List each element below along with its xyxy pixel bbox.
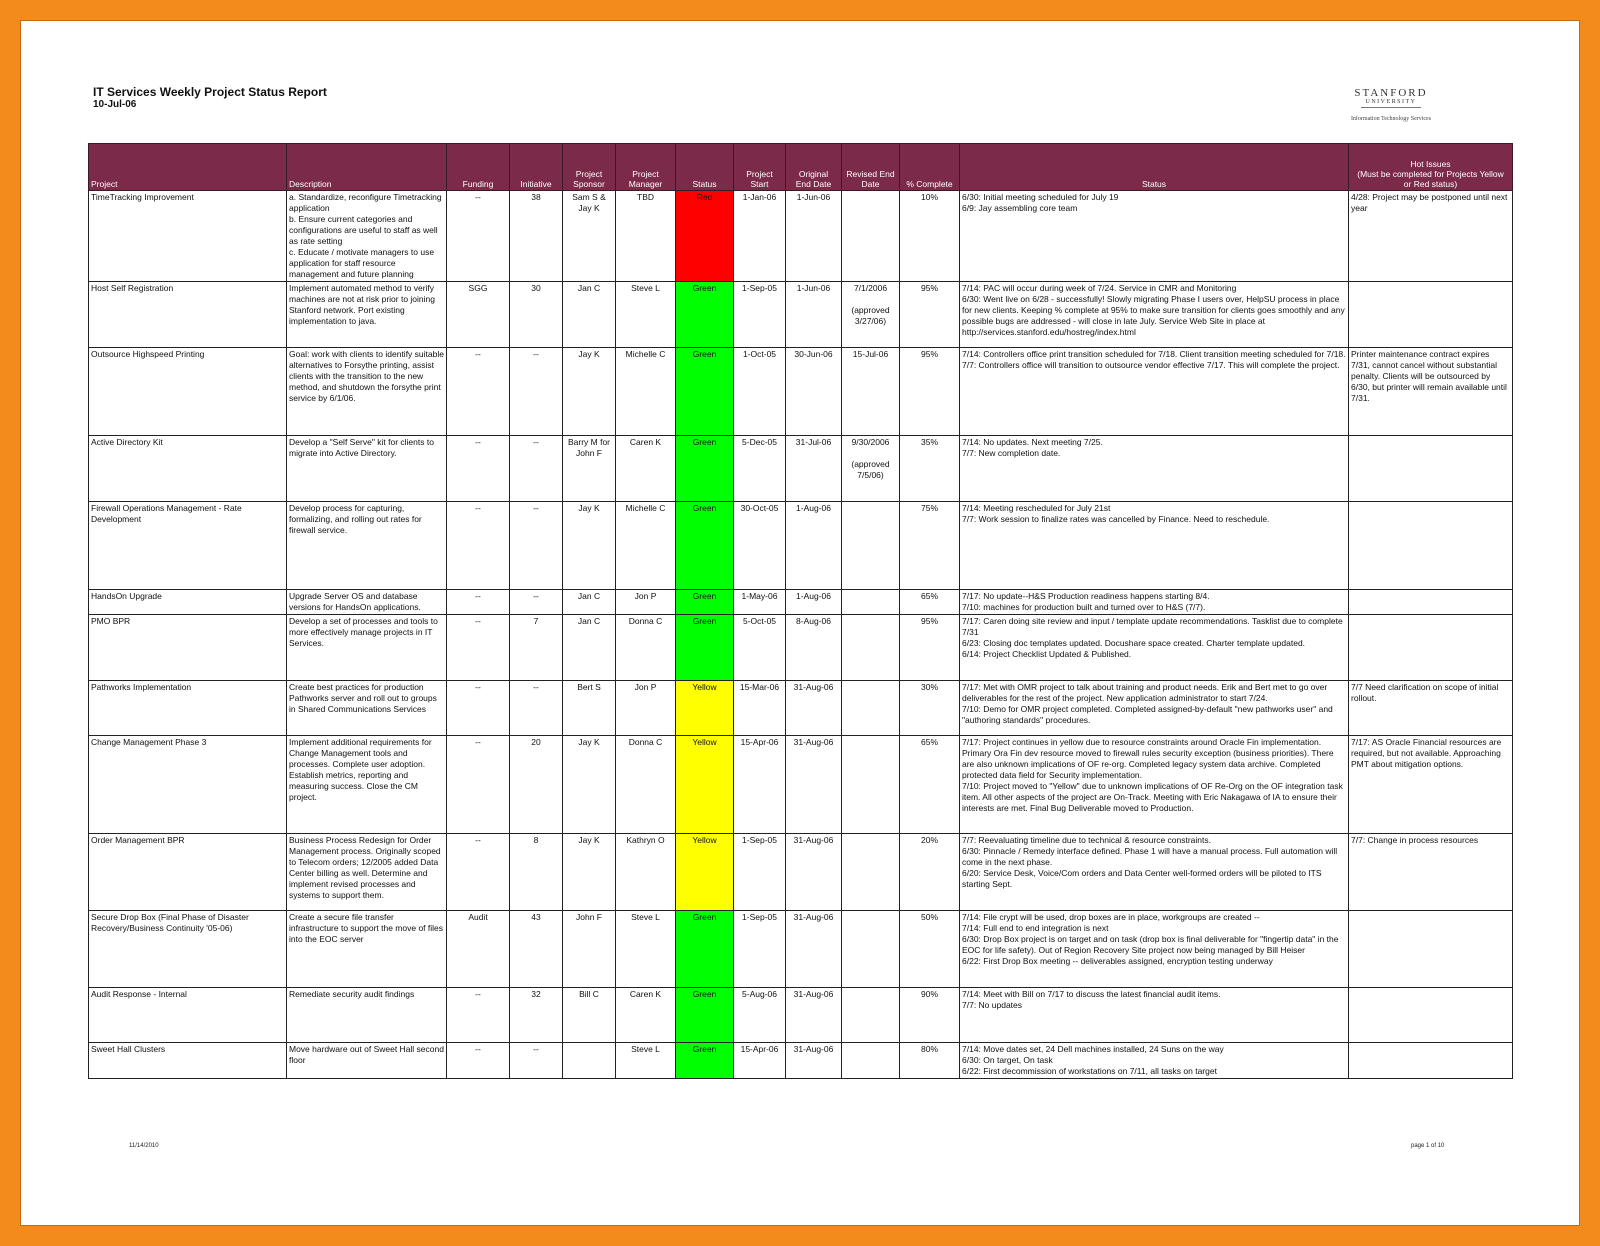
row-hot-issues: Printer maintenance contract expires 7/31, cannot cancel without substantial penalty. Clients will be outsourced by 6/30, but printer will remain available until 7/31. xyxy=(1349,348,1513,436)
row-project: Outsource Highspeed Printing xyxy=(89,348,287,436)
row-project: Sweet Hall Clusters xyxy=(89,1043,287,1079)
col-orig-end: Original End Date xyxy=(786,144,842,191)
row-project: Firewall Operations Management - Rate Development xyxy=(89,502,287,590)
row-start: 1-Jan-06 xyxy=(734,191,786,282)
table-row xyxy=(89,988,1513,1043)
row-orig-end: 31-Aug-06 xyxy=(786,834,842,911)
status-table xyxy=(88,143,1513,1079)
col-funding: Funding xyxy=(447,144,510,191)
row-rev-end: 7/1/2006 (approved 3/27/06) xyxy=(842,282,900,348)
table-row xyxy=(89,736,1513,834)
row-hot-issues xyxy=(1349,590,1513,615)
row-pct-complete: 95% xyxy=(900,348,960,436)
row-orig-end: 30-Jun-06 xyxy=(786,348,842,436)
row-funding: -- xyxy=(447,348,510,436)
row-orig-end: 31-Aug-06 xyxy=(786,1043,842,1079)
row-description: Develop process for capturing, formalizing, and rolling out rates for firewall service. xyxy=(287,502,447,590)
row-funding: -- xyxy=(447,834,510,911)
row-status-indicator: Red xyxy=(676,191,734,282)
row-hot-issues xyxy=(1349,282,1513,348)
row-sponsor: Sam S & Jay K xyxy=(563,191,616,282)
row-hot-issues: 4/28: Project may be postponed until next year xyxy=(1349,191,1513,282)
row-funding: -- xyxy=(447,736,510,834)
row-orig-end: 31-Jul-06 xyxy=(786,436,842,502)
row-start: 15-Mar-06 xyxy=(734,681,786,736)
row-project: Active Directory Kit xyxy=(89,436,287,502)
row-hot-issues xyxy=(1349,502,1513,590)
row-orig-end: 31-Aug-06 xyxy=(786,681,842,736)
row-start: 1-Sep-05 xyxy=(734,282,786,348)
footer-page-number: page 1 of 10 xyxy=(1411,1143,1445,1149)
row-project: TimeTracking Improvement xyxy=(89,191,287,282)
row-pct-complete: 80% xyxy=(900,1043,960,1079)
row-project: PMO BPR xyxy=(89,615,287,681)
row-initiative: 32 xyxy=(510,988,563,1043)
row-manager: Caren K xyxy=(616,988,676,1043)
table-row xyxy=(89,348,1513,436)
table-row xyxy=(89,681,1513,736)
row-status-indicator: Yellow xyxy=(676,834,734,911)
row-description: Implement additional requirements for Change Management tools and processes. Complete user adoption. Establish metrics, reporting and measuring success. Close the CM project. xyxy=(287,736,447,834)
col-initiative: Initiative xyxy=(510,144,563,191)
table-row xyxy=(89,436,1513,502)
row-description: Remediate security audit findings xyxy=(287,988,447,1043)
row-status-notes: 7/17: Project continues in yellow due to resource constraints around Oracle Fin implementation. Primary Ora Fin dev resource moved to firewall rules security exception (business priorities). There are also unknown implications of OF re-org. Completed legacy system data archive. Completed protected data field for Security implementation. 7/10: Project moved to "Yellow" due to unknown implications of OF Re-Org on the OF integration task item. All other aspects of the project are On-Track. Meeting with Eric Nakagawa of IA to ensure their interests are met. Final Bug Deliverable moved to Production. xyxy=(960,736,1349,834)
row-status-indicator: Green xyxy=(676,1043,734,1079)
row-rev-end xyxy=(842,615,900,681)
row-description: Develop a set of processes and tools to more effectively manage projects in IT Services. xyxy=(287,615,447,681)
row-rev-end xyxy=(842,590,900,615)
row-status-indicator: Green xyxy=(676,502,734,590)
row-rev-end xyxy=(842,191,900,282)
row-description: Upgrade Server OS and database versions for HandsOn applications. xyxy=(287,590,447,615)
row-status-notes: 7/14: Move dates set, 24 Dell machines installed, 24 Suns on the way 6/30: On target, On task 6/22: First decommission of workstations on 7/11, all tasks on target xyxy=(960,1043,1349,1079)
logo-line2: UNIVERSITY xyxy=(1361,99,1421,108)
row-status-indicator: Green xyxy=(676,590,734,615)
row-hot-issues xyxy=(1349,911,1513,988)
row-orig-end: 31-Aug-06 xyxy=(786,988,842,1043)
row-project: HandsOn Upgrade xyxy=(89,590,287,615)
report-title: IT Services Weekly Project Status Report xyxy=(93,85,327,99)
col-sponsor: Project Sponsor xyxy=(563,144,616,191)
row-status-indicator: Yellow xyxy=(676,736,734,834)
row-initiative: 7 xyxy=(510,615,563,681)
row-initiative: 38 xyxy=(510,191,563,282)
row-initiative: 8 xyxy=(510,834,563,911)
col-status: Status xyxy=(676,144,734,191)
row-sponsor: Bill C xyxy=(563,988,616,1043)
row-status-notes: 7/14: No updates. Next meeting 7/25. 7/7: New completion date. xyxy=(960,436,1349,502)
row-funding: SGG xyxy=(447,282,510,348)
row-hot-issues xyxy=(1349,436,1513,502)
row-status-notes: 7/14: File crypt will be used, drop boxes are in place, workgroups are created -- 7/14: Full end to end integration is next 6/30: Drop Box project is on target and on task (drop box is final deliverable for "fingertip data" in the EOC for life safety). Out of Region Recovery Site project now being managed by Bill Heiser 6/22: First Drop Box meeting -- deliverables assigned, encryption testing underway xyxy=(960,911,1349,988)
table-row xyxy=(89,615,1513,681)
row-orig-end: 1-Jun-06 xyxy=(786,282,842,348)
row-initiative: -- xyxy=(510,436,563,502)
row-hot-issues: 7/7: Change in process resources xyxy=(1349,834,1513,911)
row-status-notes: 7/14: Meeting rescheduled for July 21st 7/7: Work session to finalize rates was cancelled by Finance. Need to reschedule. xyxy=(960,502,1349,590)
row-description: Create a secure file transfer infrastructure to support the move of files into the EOC server xyxy=(287,911,447,988)
row-initiative: -- xyxy=(510,681,563,736)
row-start: 1-May-06 xyxy=(734,590,786,615)
row-start: 1-Oct-05 xyxy=(734,348,786,436)
row-sponsor: Jay K xyxy=(563,348,616,436)
row-funding: -- xyxy=(447,436,510,502)
row-start: 30-Oct-05 xyxy=(734,502,786,590)
row-project: Change Management Phase 3 xyxy=(89,736,287,834)
row-rev-end xyxy=(842,1043,900,1079)
row-manager: Donna C xyxy=(616,615,676,681)
row-sponsor: Jay K xyxy=(563,834,616,911)
row-sponsor: Barry M for John F xyxy=(563,436,616,502)
table-row xyxy=(89,911,1513,988)
row-funding: -- xyxy=(447,615,510,681)
row-status-indicator: Green xyxy=(676,615,734,681)
row-status-indicator: Green xyxy=(676,282,734,348)
row-project: Order Management BPR xyxy=(89,834,287,911)
row-manager: Steve L xyxy=(616,1043,676,1079)
row-sponsor: Jan C xyxy=(563,590,616,615)
table-row xyxy=(89,191,1513,282)
table-row xyxy=(89,502,1513,590)
row-status-indicator: Green xyxy=(676,911,734,988)
row-project: Secure Drop Box (Final Phase of Disaster Recovery/Business Continuity '05-06) xyxy=(89,911,287,988)
row-orig-end: 8-Aug-06 xyxy=(786,615,842,681)
row-sponsor: Jay K xyxy=(563,736,616,834)
row-orig-end: 1-Jun-06 xyxy=(786,191,842,282)
table-row xyxy=(89,834,1513,911)
row-orig-end: 31-Aug-06 xyxy=(786,911,842,988)
table-row xyxy=(89,590,1513,615)
row-hot-issues: 7/17: AS Oracle Financial resources are required, but not available. Approaching PMT about mitigation options. xyxy=(1349,736,1513,834)
row-sponsor: John F xyxy=(563,911,616,988)
row-pct-complete: 20% xyxy=(900,834,960,911)
row-manager: Jon P xyxy=(616,681,676,736)
row-initiative: 20 xyxy=(510,736,563,834)
row-status-indicator: Yellow xyxy=(676,681,734,736)
row-status-notes: 7/14: Meet with Bill on 7/17 to discuss the latest financial audit items. 7/7: No updates xyxy=(960,988,1349,1043)
row-sponsor xyxy=(563,1043,616,1079)
row-rev-end xyxy=(842,736,900,834)
col-hot-issues: Hot Issues (Must be completed for Projects Yellow or Red status) xyxy=(1349,144,1513,191)
row-funding: -- xyxy=(447,988,510,1043)
table-row xyxy=(89,282,1513,348)
footer-print-date: 11/14/2010 xyxy=(129,1143,159,1149)
row-orig-end: 1-Aug-06 xyxy=(786,590,842,615)
row-sponsor: Jay K xyxy=(563,502,616,590)
row-pct-complete: 95% xyxy=(900,615,960,681)
row-status-indicator: Green xyxy=(676,988,734,1043)
col-description: Description xyxy=(287,144,447,191)
row-description: Implement automated method to verify machines are not at risk prior to joining Stanford network. Port existing implementation to java. xyxy=(287,282,447,348)
row-hot-issues xyxy=(1349,1043,1513,1079)
row-start: 1-Sep-05 xyxy=(734,911,786,988)
table-row xyxy=(89,1043,1513,1079)
row-initiative: 30 xyxy=(510,282,563,348)
row-rev-end xyxy=(842,834,900,911)
row-initiative: -- xyxy=(510,1043,563,1079)
row-start: 5-Oct-05 xyxy=(734,615,786,681)
row-sponsor: Bert S xyxy=(563,681,616,736)
row-start: 5-Aug-06 xyxy=(734,988,786,1043)
logo-line1: STANFORD xyxy=(1354,87,1428,99)
row-funding: -- xyxy=(447,1043,510,1079)
row-status-notes: 7/7: Reevaluating timeline due to technical & resource constraints. 6/30: Pinnacle / Remedy interface defined. Phase 1 will have a manual process. Full automation will come in the next phase. 6/20: Service Desk, Voice/Com orders and Data Center well-formed orders will be piloted to ITS starting Sept. xyxy=(960,834,1349,911)
row-pct-complete: 30% xyxy=(900,681,960,736)
row-initiative: -- xyxy=(510,348,563,436)
row-status-notes: 7/14: Controllers office print transition scheduled for 7/18. Client transition meeting scheduled for 7/18. 7/7: Controllers office will transition to outsource vendor effective 7/17. This will complete the project. xyxy=(960,348,1349,436)
row-manager: TBD xyxy=(616,191,676,282)
row-hot-issues: 7/7 Need clarification on scope of initial rollout. xyxy=(1349,681,1513,736)
row-manager: Kathryn O xyxy=(616,834,676,911)
row-hot-issues xyxy=(1349,988,1513,1043)
table-header-row xyxy=(89,144,1513,191)
row-rev-end: 9/30/2006 (approved 7/5/06) xyxy=(842,436,900,502)
row-status-notes: 7/17: Caren doing site review and input / template update recommendations. Tasklist due to complete 7/31 6/23: Closing doc templates updated. Docushare space created. Charter template updated. 6/14: Project Checklist Updated & Published. xyxy=(960,615,1349,681)
report-page xyxy=(20,20,1580,1226)
row-start: 15-Apr-06 xyxy=(734,1043,786,1079)
row-rev-end xyxy=(842,502,900,590)
row-manager: Michelle C xyxy=(616,502,676,590)
row-project: Audit Response - Internal xyxy=(89,988,287,1043)
row-description: Business Process Redesign for Order Management process. Originally scoped to Telecom orders; 12/2005 added Data Center billing as well. Determine and implement revised processes and systems to support them. xyxy=(287,834,447,911)
row-description: Create best practices for production Pathworks server and roll out to groups in Shared Communications Services xyxy=(287,681,447,736)
row-start: 1-Sep-05 xyxy=(734,834,786,911)
row-sponsor: Jan C xyxy=(563,282,616,348)
stanford-logo xyxy=(1331,87,1451,122)
row-project: Host Self Registration xyxy=(89,282,287,348)
row-status-notes: 6/30: Initial meeting scheduled for July 19 6/9: Jay assembling core team xyxy=(960,191,1349,282)
row-manager: Donna C xyxy=(616,736,676,834)
row-initiative: 43 xyxy=(510,911,563,988)
row-initiative: -- xyxy=(510,502,563,590)
col-rev-end: Revised End Date xyxy=(842,144,900,191)
row-rev-end: 15-Jul-06 xyxy=(842,348,900,436)
col-status-notes: Status xyxy=(960,144,1349,191)
col-manager: Project Manager xyxy=(616,144,676,191)
col-start: Project Start xyxy=(734,144,786,191)
row-rev-end xyxy=(842,911,900,988)
row-start: 15-Apr-06 xyxy=(734,736,786,834)
row-status-indicator: Green xyxy=(676,436,734,502)
row-description: a. Standardize, reconfigure Timetracking application b. Ensure current categories and configurations are useful to staff as well as rate setting c. Educate / motivate managers to use application for staff resource management and future planning xyxy=(287,191,447,282)
logo-line3: Information Technology Services xyxy=(1350,116,1432,122)
row-description: Develop a "Self Serve" kit for clients to migrate into Active Directory. xyxy=(287,436,447,502)
row-manager: Jon P xyxy=(616,590,676,615)
col-project: Project xyxy=(89,144,287,191)
table-body xyxy=(89,191,1513,1079)
row-pct-complete: 35% xyxy=(900,436,960,502)
row-funding: -- xyxy=(447,191,510,282)
row-project: Pathworks Implementation xyxy=(89,681,287,736)
row-pct-complete: 90% xyxy=(900,988,960,1043)
row-manager: Caren K xyxy=(616,436,676,502)
row-pct-complete: 95% xyxy=(900,282,960,348)
row-funding: -- xyxy=(447,681,510,736)
col-pct: % Complete xyxy=(900,144,960,191)
row-initiative: -- xyxy=(510,590,563,615)
row-pct-complete: 65% xyxy=(900,590,960,615)
row-status-notes: 7/17: No update--H&S Production readiness happens starting 8/4. 7/10: machines for production built and turned over to H&S (7/7). xyxy=(960,590,1349,615)
row-funding: Audit xyxy=(447,911,510,988)
row-manager: Michelle C xyxy=(616,348,676,436)
row-rev-end xyxy=(842,681,900,736)
row-funding: -- xyxy=(447,590,510,615)
row-manager: Steve L xyxy=(616,282,676,348)
row-orig-end: 1-Aug-06 xyxy=(786,502,842,590)
row-sponsor: Jan C xyxy=(563,615,616,681)
row-start: 5-Dec-05 xyxy=(734,436,786,502)
row-status-indicator: Green xyxy=(676,348,734,436)
row-status-notes: 7/17: Met with OMR project to talk about training and product needs. Erik and Bert met to go over deliverables for the rest of the project. New application administrator to start 7/24. 7/10: Demo for OMR project completed. Completed assigned-by-default "new pathworks user" and "authoring standards" procedures. xyxy=(960,681,1349,736)
row-manager: Steve L xyxy=(616,911,676,988)
row-status-notes: 7/14: PAC will occur during week of 7/24. Service in CMR and Monitoring 6/30: Went live on 6/28 - successfully! Slowly migrating Phase I users over, HelpSU process in place for new clients. Keeping % complete at 95% to make sure transition for clients goes smoothly and any possible bugs are addressed - will close in late July. Service Web Site in place at http://services.stanford.edu/hostreg/index.html xyxy=(960,282,1349,348)
report-date: 10-Jul-06 xyxy=(93,99,137,110)
row-orig-end: 31-Aug-06 xyxy=(786,736,842,834)
row-pct-complete: 50% xyxy=(900,911,960,988)
row-pct-complete: 65% xyxy=(900,736,960,834)
row-pct-complete: 10% xyxy=(900,191,960,282)
row-funding: -- xyxy=(447,502,510,590)
row-description: Move hardware out of Sweet Hall second floor xyxy=(287,1043,447,1079)
row-description: Goal: work with clients to identify suitable alternatives to Forsythe printing, assist clients with the transition to the new method, and shutdown the forsythe print service by 6/1/06. xyxy=(287,348,447,436)
row-hot-issues xyxy=(1349,615,1513,681)
row-pct-complete: 75% xyxy=(900,502,960,590)
row-rev-end xyxy=(842,988,900,1043)
